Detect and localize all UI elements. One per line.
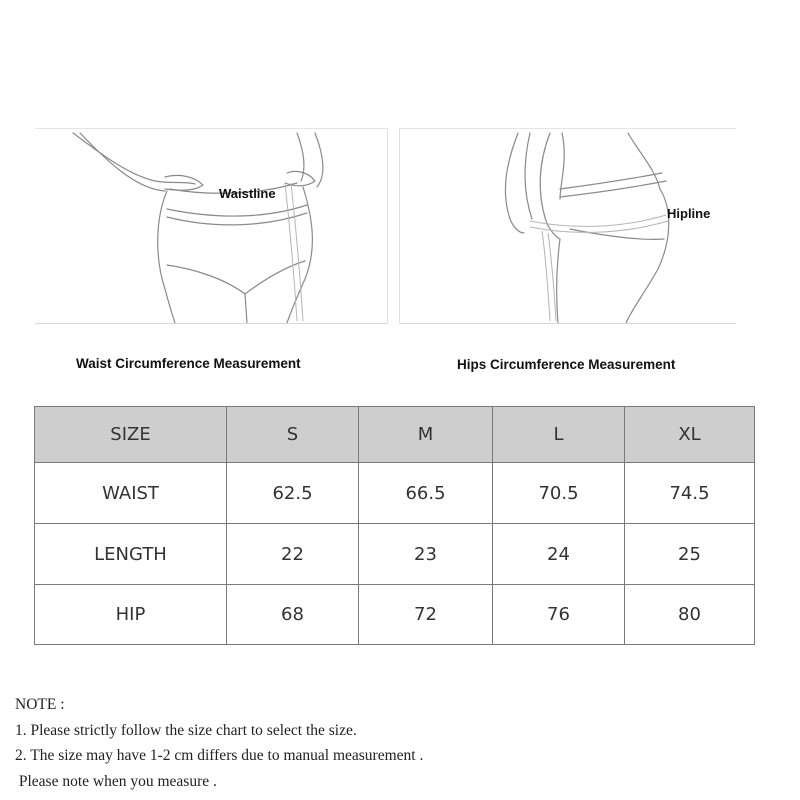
table-header-row	[35, 407, 755, 463]
row-label-cell: HIP	[35, 585, 227, 645]
notes-heading: NOTE :	[15, 696, 65, 713]
table-cell: 72	[359, 585, 493, 645]
waist-measurement-figure	[35, 129, 387, 323]
table-cell: 62.5	[227, 463, 359, 524]
hipline-label: Hipline	[667, 206, 711, 221]
table-cell: 74.5	[625, 463, 755, 524]
table-cell: 25	[625, 524, 755, 585]
table-cell: 68	[227, 585, 359, 645]
header-cell: S	[227, 407, 359, 463]
table-cell: 22	[227, 524, 359, 585]
waistline-label: Waistline	[219, 186, 276, 201]
hip-illustration-panel	[399, 128, 736, 324]
row-label-cell: LENGTH	[35, 524, 227, 585]
table-row	[35, 585, 755, 645]
note-line: 2. The size may have 1-2 cm differs due to manual measurement .	[15, 747, 424, 764]
header-cell: XL	[625, 407, 755, 463]
table-cell: 23	[359, 524, 493, 585]
notes-section	[15, 692, 785, 794]
table-cell: 80	[625, 585, 755, 645]
table-row	[35, 524, 755, 585]
header-cell: L	[493, 407, 625, 463]
waist-illustration-panel	[35, 128, 388, 324]
note-line: 1. Please strictly follow the size chart to select the size.	[15, 721, 357, 739]
hip-measurement-figure	[400, 129, 736, 323]
header-cell: M	[359, 407, 493, 463]
header-cell: SIZE	[35, 407, 227, 463]
waist-caption: Waist Circumference Measurement	[76, 356, 301, 371]
note-line: Please note when you measure .	[15, 772, 217, 790]
size-chart-table	[34, 406, 755, 645]
table-cell: 70.5	[493, 463, 625, 524]
table-cell: 76	[493, 585, 625, 645]
table-row	[35, 463, 755, 524]
hips-caption: Hips Circumference Measurement	[457, 357, 676, 372]
table-cell: 66.5	[359, 463, 493, 524]
row-label-cell: WAIST	[35, 463, 227, 524]
table-cell: 24	[493, 524, 625, 585]
